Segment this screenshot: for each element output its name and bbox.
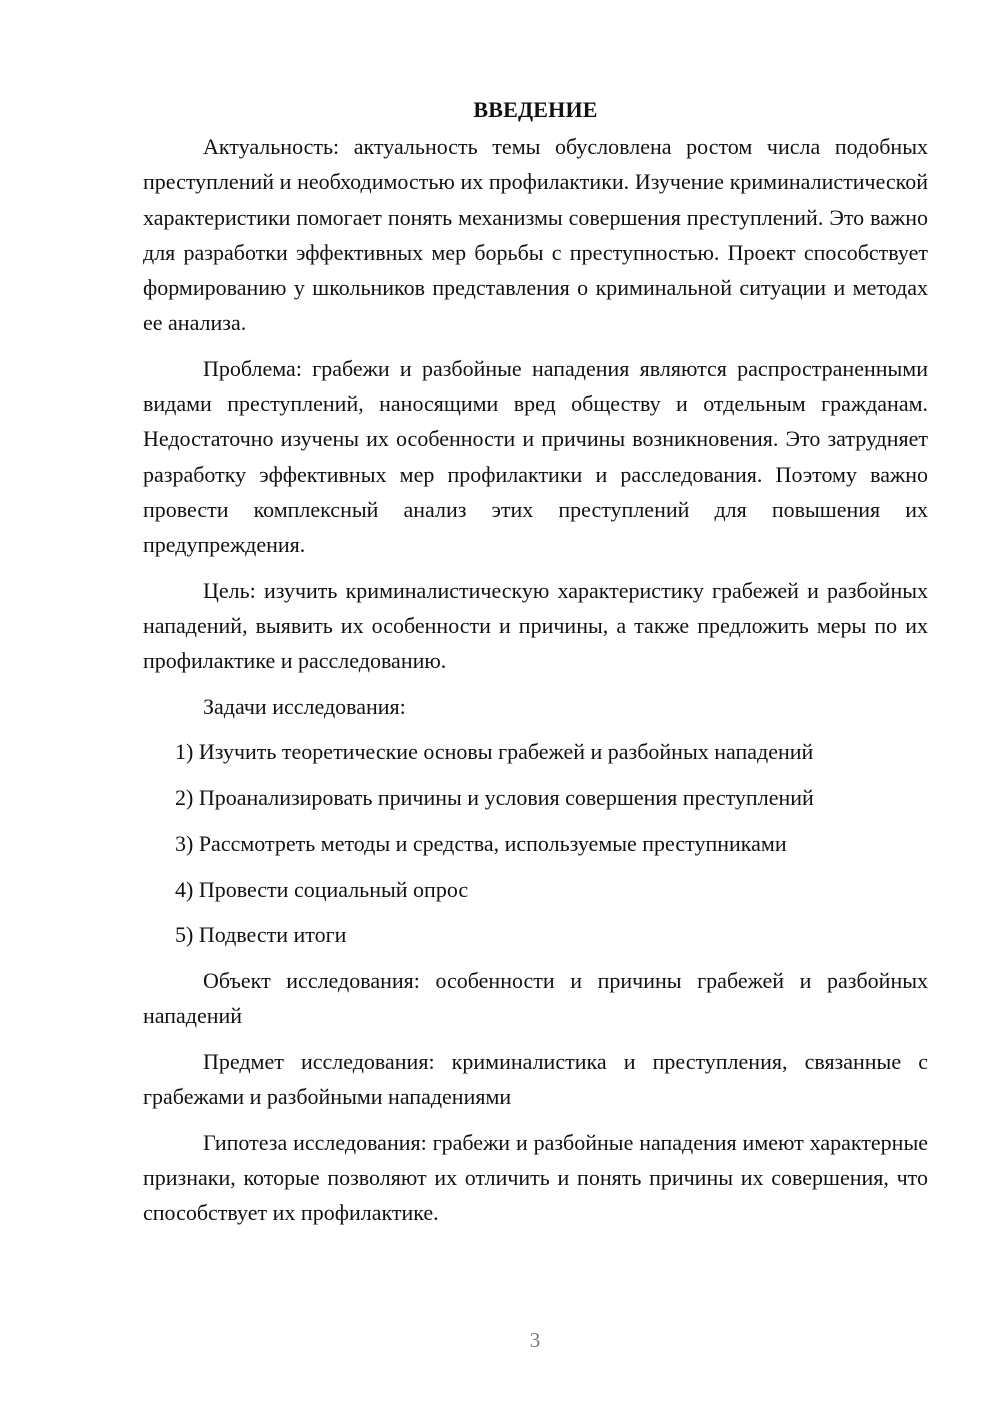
task-item: 2) Проанализировать причины и условия совершения преступлений — [175, 785, 814, 811]
paragraph-relevance: Актуальность: актуальность темы обусловлена ростом числа подобных преступлений и необходимостью их профилактики. Изучение криминалистической характеристики помогает понять механизмы совершения преступлений. Это важно для разработки эффективных мер борьбы с преступностью. Проект способствует формированию у школьников представления о криминальной ситуации и методах ее анализа. — [143, 134, 928, 336]
paragraph-goal: Цель: изучить криминалистическую характеристику грабежей и разбойных нападений, выявить их особенности и причины, а также предложить меры по их профилактике и расследованию. — [143, 577, 928, 674]
paragraph-subject: Предмет исследования: криминалистика и преступления, связанные с грабежами и разбойными нападениями — [143, 1048, 928, 1110]
paragraph-problem: Проблема: грабежи и разбойные нападения являются распространенными видами преступлений, наносящими вред обществу и отдельным гражданам. Недостаточно изучены их особенности и причины возникновения. Это затрудняет разработку эффективных мер профилактики и расследования. Поэтому важно провести комплексный анализ этих преступлений для повышения их предупреждения. — [143, 355, 928, 557]
task-item: 5) Подвести итоги — [175, 922, 347, 948]
task-item: 4) Провести социальный опрос — [175, 876, 469, 902]
paragraph-object: Объект исследования: особенности и причины грабежей и разбойных нападений — [143, 967, 928, 1029]
page-content — [143, 92, 928, 1241]
page-number: 3 — [529, 1328, 541, 1352]
task-item: 1) Изучить теоретические основы грабежей и разбойных нападений — [175, 739, 814, 765]
tasks-heading: Задачи исследования: — [203, 693, 406, 719]
section-title: ВВЕДЕНИЕ — [473, 97, 598, 122]
tasks-list — [143, 734, 928, 952]
task-item: 3) Рассмотреть методы и средства, используемые преступниками — [175, 830, 787, 856]
paragraph-hypothesis: Гипотеза исследования: грабежи и разбойные нападения имеют характерные признаки, которые позволяют их отличить и понять причины их совершения, что способствует их профилактике. — [143, 1129, 928, 1226]
